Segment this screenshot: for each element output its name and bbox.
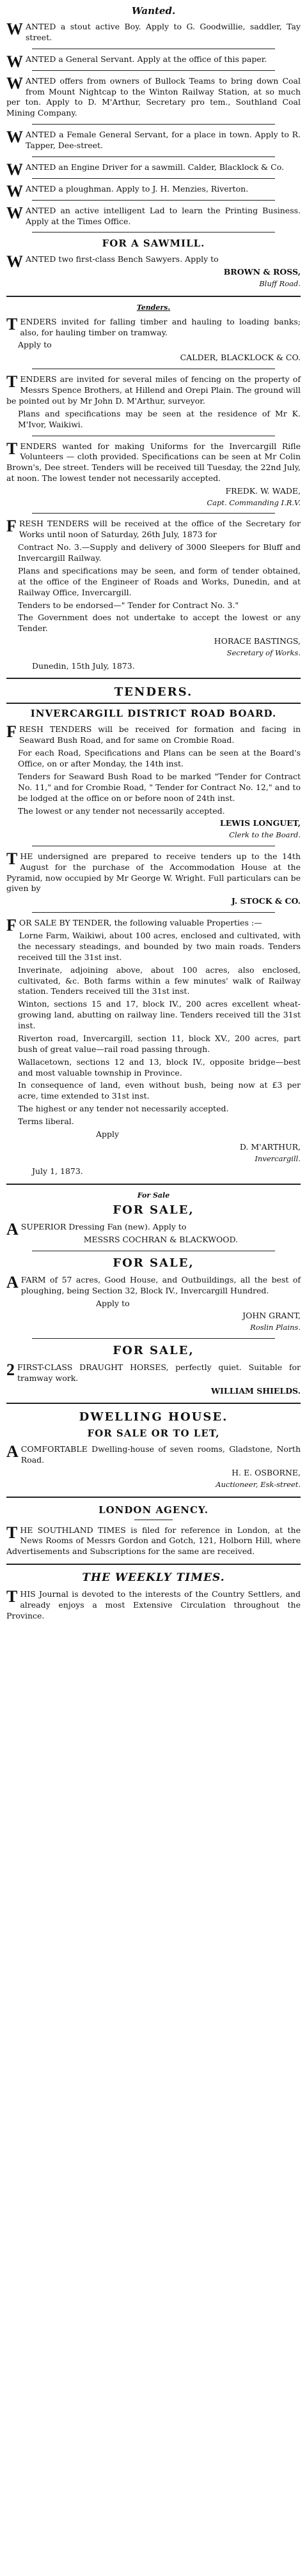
road-board-ad: F RESH TENDERS will be received for formation and facing in Seaward Bush Road, and for same on Crombie Road. For each Road, Specifications and Plans can be seen at the Board's Office, on or after Monday, the 14th inst. Tenders for Seaward Bush Road to be marked "Tender for Contract No. 11," and for Crombie Road, " Tender for Contract No. 12," and to be lodged at the office on or before noon of 24th inst. The lowest or any tender not necessarily accepted. LEWIS LONGUET, Clerk to the Board. — [6, 722, 301, 840]
divider — [32, 200, 275, 201]
wanted-ad-4: W ANTED a Female General Servant, for a place in town. Apply to R. Tapper, Dee-street. — [6, 128, 301, 150]
sale2-title: FOR SALE, — [113, 1256, 194, 1270]
wanted-ad-2: W ANTED a General Servant. Apply at the office of this paper. — [6, 52, 267, 71]
wanted-ad-1: W ANTED a stout active Boy. Apply to G. Goodwillie, saddler, Tay street. — [6, 20, 301, 42]
section-divider — [6, 296, 301, 297]
property-item: Riverton road, Invercargill, section 11, block XV., 200 acres, part bush of great value—rail road passing through. — [18, 1033, 301, 1054]
tender-timber: T ENDERS invited for falling timber and hauling to loading banks; also, for hauling timber on tramway. Apply to CALDER, BLACKLOCK & CO. — [6, 314, 301, 363]
tender-sleepers-signature: HORACE BASTINGS, — [214, 636, 301, 646]
divider — [32, 70, 275, 71]
divider — [32, 124, 275, 125]
horses-signature: WILLIAM SHIELDS. — [211, 1385, 301, 1396]
sawmill-place: Bluff Road. — [259, 279, 301, 289]
section-divider — [6, 1564, 301, 1565]
sale3-title: FOR SALE, — [113, 1343, 194, 1357]
road-board-title: TENDERS. — [114, 685, 193, 699]
wanted-ad-6: W ANTED a ploughman. Apply to J. H. Menzies, Riverton. — [6, 181, 249, 201]
wanted-ad-7: W ANTED an active intelligent Lad to learn the Printing Business. Apply at the Times Office. — [6, 203, 301, 226]
property-item: Inverinate, adjoining above, about 100 acres, also enclosed, cultivated, &c. Both farms within a few minutes' walk of Railway station. Tenders received till the 31st inst. — [18, 964, 301, 996]
sale-by-tender-signature: D. M'ARTHUR, — [239, 1141, 301, 1152]
weekly-times-title: THE WEEKLY TIMES. — [82, 1571, 225, 1585]
divider — [32, 513, 275, 514]
dwelling-house-title: DWELLING HOUSE. — [79, 1410, 228, 1424]
section-divider — [6, 1497, 301, 1498]
property-item: Wallacetown, sections 12 and 13, block IV., opposite bridge—best and most valuable township in Province. — [18, 1056, 301, 1078]
sawmill-signature: BROWN & ROSS, — [223, 267, 301, 277]
farm-ad: A FARM of 57 acres, Good House, and Outbuildings, all the best of ploughing, being Section 32, Block IV., Invercargill Hundred. Apply to JOHN GRANT, Roslin Plains. — [6, 1272, 301, 1332]
road-board-signature: LEWIS LONGUET, — [219, 818, 301, 828]
tender-timber-signature: CALDER, BLACKLOCK & CO. — [180, 353, 301, 363]
section-divider — [6, 1184, 301, 1185]
wanted-ad-5: W ANTED an Engine Driver for a sawmill. Calder, Blacklock & Co. — [6, 160, 284, 179]
divider — [32, 1338, 275, 1339]
dwelling-house-subtitle: FOR SALE OR TO LET, — [87, 1428, 220, 1440]
section-divider — [6, 678, 301, 679]
property-item: Lorne Farm, Waikiwi, about 100 acres, enclosed and cultivated, with the necessary steadings, and bounded by two main roads. Tenders received till the 31st inst. — [18, 931, 301, 962]
london-agency-ad: T HE SOUTHLAND TIMES is filed for reference in London, at the News Rooms of Messrs Gordon and Gotch, 121, Holborn Hill, where Advertisements and Subscriptions for the same are received. — [6, 1523, 301, 1557]
dwelling-house-ad: A COMFORTABLE Dwelling-house of seven rooms, Gladstone, North Road. H. E. OSBORNE, Auctioneer, Esk-street. — [6, 1442, 301, 1490]
section-heading-for-sale: For Sale — [137, 1191, 170, 1200]
divider — [32, 156, 275, 157]
section-divider — [6, 1403, 301, 1404]
divider — [32, 178, 275, 179]
dressing-fan-ad: A SUPERIOR Dressing Fan (new). Apply to MESSRS COCHRAN & BLACKWOOD. — [6, 1222, 301, 1246]
divider — [32, 912, 275, 913]
sawmill-title: FOR A SAWMILL. — [102, 238, 205, 250]
horses-ad: 2 FIRST-CLASS DRAUGHT HORSES, perfectly quiet. Suitable for tramway work. WILLIAM SHIELDS. — [6, 1360, 301, 1396]
farm-signature: JOHN GRANT, — [242, 1311, 301, 1321]
newspaper-page — [6, 0, 301, 1629]
tender-fencing: T ENDERS are invited for several miles of fencing on the property of Messrs Spence Brothers, at Hillend and Orepi Plain. The ground will be pointed out by Mr John D. M'Arthur, surveyor. Plans and specifications may be seen at the residence of Mr K. M'Ivor, Waikiwi. — [6, 372, 301, 429]
section-heading-wanted: Wanted. — [131, 5, 176, 17]
tender-uniforms-signature: FREDK. W. WADE, — [225, 486, 301, 496]
accommodation-house-signature: J. STOCK & CO. — [231, 896, 301, 906]
dressing-fan-signature: MESSRS COCHRAN & BLACKWOOD. — [83, 1234, 239, 1244]
property-item: Winton, sections 15 and 17, block IV., 200 acres excellent wheat-growing land, abutting on railway line. Tenders received till the 31st inst. — [18, 999, 301, 1031]
sale-by-tender-ad: F OR SALE BY TENDER, the following valuable Properties :— Lorne Farm, Waikiwi, about 100 acres, enclosed and cultivated, with the necessary steadings, and bounded by two main roads. Tenders received till the 31st inst. Inverinate, adjoining above, about 100 acres, also enclosed, cultivated, &c. Both farms within a few minutes' walk of Railway station. Tenders received till the 31st inst. Winton, sections 15 and 17, block IV., 200 acres excellent wheat-growing land, abutting on railway line. Tenders received till the 31st inst. Riverton road, Invercargill, section 11, block XV., 200 acres, part bush of great value—rail road passing through. Wallacetown, sections 12 and 13, block IV., opposite bridge—best and most valuable township in Province. In consequence of land, even without bush, being now at £3 per acre, time extended to 31st inst. The highest or any tender not necessarily accepted. Terms liberal. Apply D. M'ARTHUR, Invercargill. July 1, 1873. — [6, 916, 301, 1177]
sale1-title: FOR SALE, — [113, 1203, 194, 1217]
road-board-subtitle: INVERCARGILL DISTRICT ROAD BOARD. — [30, 708, 277, 720]
dwelling-house-signature: H. E. OSBORNE, — [232, 1468, 301, 1478]
section-heading-tenders: Tenders. — [136, 303, 171, 312]
london-agency-title: LONDON AGENCY. — [98, 1504, 209, 1516]
tender-uniforms: T ENDERS wanted for making Uniforms for the Invercargill Rifle Volunteers — cloth provided. Specifications can be seen at Mr Colin Brown's, Dee street. Tenders will be received till Tuesday, the 22nd July, at noon. The lowest tender not necessarily accepted. FREDK. W. WADE, Capt. Commanding I.R.V. — [6, 439, 301, 507]
tender-sleepers: F RESH TENDERS will be received at the office of the Secretary for Works until noon of Saturday, 26th July, 1873 for Contract No. 3.—Supply and delivery of 3000 Sleepers for Bluff and Invercargill Railway. Plans and specifications may be seen, and form of tender obtained, at the office of the Engineer of Roads and Works, Dunedin, and at Railway Office, Invercargill. Tenders to be endorsed—" Tender for Contract No. 3." The Government does not undertake to accept the lowest or any Tender. HORACE BASTINGS, Secretary of Works. Dunedin, 15th July, 1873. — [6, 517, 301, 671]
wanted-ad-3: W ANTED offers from owners of Bullock Teams to bring down Coal from Mount Nightcap to the Winton Railway Station, at so much per ton. Apply to D. M'Arthur, Secretary pro tem., Southland Coal Mining Company. — [6, 73, 301, 118]
weekly-times-ad: T HIS Journal is devoted to the interests of the Country Settlers, and already enjoys a most Extensive Circulation throughout the Province. — [6, 1587, 301, 1620]
accommodation-house-ad: T HE undersigned are prepared to receive tenders up to the 14th August for the purchase of the Accommodation House at the Pyramid, now occupied by Mr George W. Wright. Full particulars can be given by J. STOCK & CO. — [6, 849, 301, 906]
sawmill-ad: W ANTED two first-class Bench Sawyers. Apply to BROWN & ROSS, Bluff Road. — [6, 252, 301, 289]
